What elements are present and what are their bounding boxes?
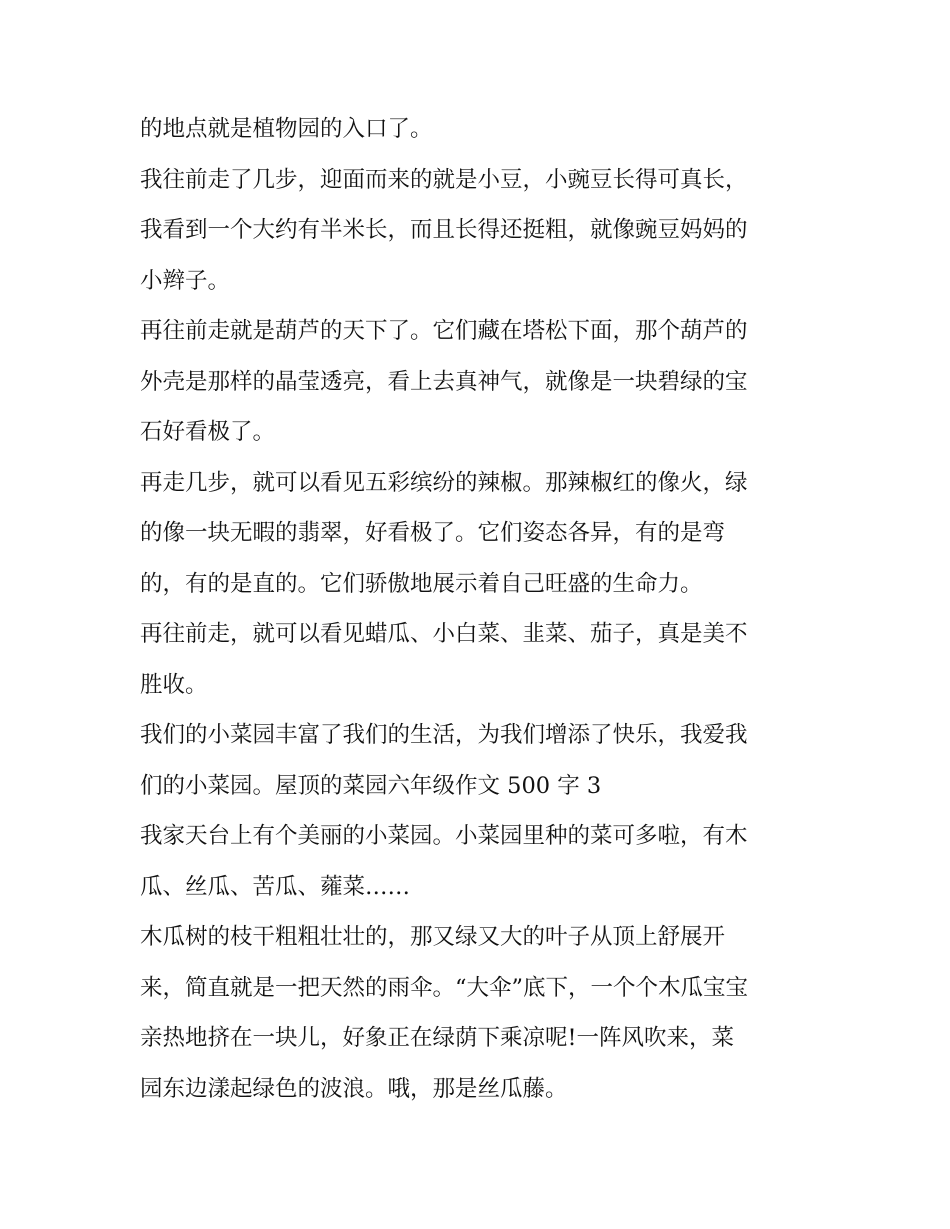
text-line: 亲热地挤在一块儿，好象正在绿荫下乘凉呢!一阵风吹来，菜	[140, 1025, 735, 1051]
text-line: 再走几步，就可以看见五彩缤纷的辣椒。那辣椒红的像火，绿	[140, 469, 748, 496]
body-text	[140, 104, 820, 1114]
text-line: 外壳是那样的晶莹透亮，看上去真神气，就像是一块碧绿的宝	[140, 368, 748, 395]
text-line: 园东边漾起绿色的波浪。哦，那是丝瓜藤。	[140, 1075, 568, 1102]
text-line: 的像一块无暇的翡翠，好看极了。它们姿态各异，有的是弯	[140, 520, 726, 546]
text-line: 我家天台上有个美丽的小菜园。小菜园里种的菜可多啦，有木	[140, 823, 748, 849]
text-line: 我看到一个大约有半米长，而且长得还挺粗，就像豌豆妈妈的	[140, 217, 748, 243]
text-line: 木瓜树的枝干粗粗壮壮的，那又绿又大的叶子从顶上舒展开	[140, 924, 726, 950]
text-line: 我们的小菜园丰富了我们的生活，为我们增添了快乐，我爱我	[140, 722, 748, 748]
text-line: 小辫子。	[140, 267, 231, 294]
text-line: 我往前走了几步，迎面而来的就是小豆，小豌豆长得可真长，	[140, 166, 748, 193]
text-line: 再往前走，就可以看见蜡瓜、小白菜、韭菜、茄子，真是美不	[140, 621, 748, 647]
text-line: 的，有的是直的。它们骄傲地展示着自己旺盛的生命力。	[140, 570, 703, 597]
text-line: 来，简直就是一把天然的雨伞。“大伞”底下，一个个木瓜宝宝	[140, 974, 749, 1001]
text-line: 再往前走就是葫芦的天下了。它们藏在塔松下面，那个葫芦的	[140, 318, 748, 344]
text-line: 石好看极了。	[140, 419, 276, 445]
text-line: 瓜、丝瓜、苦瓜、蕹菜……	[140, 873, 411, 900]
text-line: 们的小菜园。屋顶的菜园六年级作文 500 字 3	[140, 772, 602, 799]
text-line: 的地点就是植物园的入口了。	[140, 116, 433, 142]
text-line: 胜收。	[140, 671, 208, 698]
